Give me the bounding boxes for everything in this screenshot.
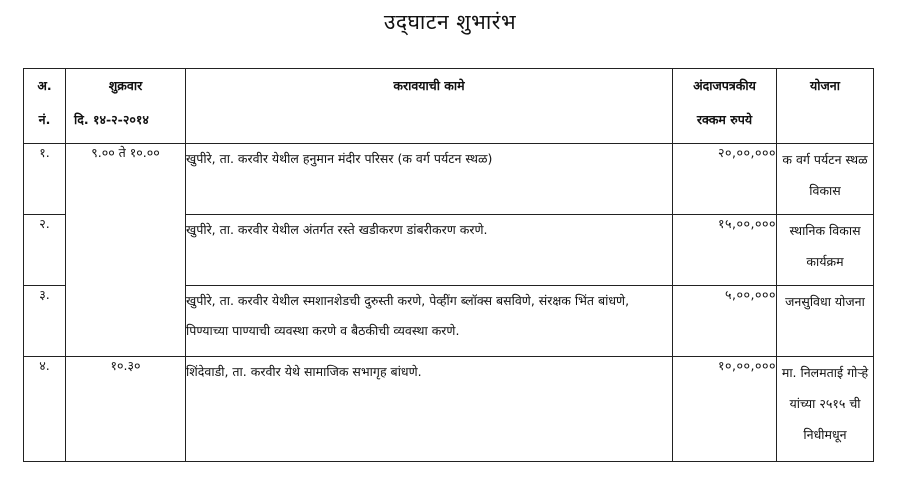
table-row xyxy=(24,144,874,215)
serial-cell: १. xyxy=(24,144,66,215)
header-scheme xyxy=(777,69,874,144)
serial-cell: ३. xyxy=(24,286,66,357)
amount-cell: १५,००,००० xyxy=(673,215,777,286)
header-amount-line2: रक्कम रुपये xyxy=(696,112,753,127)
scheme-cell: स्थानिक विकास कार्यक्रम xyxy=(777,215,874,286)
header-amount-line1: अंदाजपत्रकीय xyxy=(693,78,756,93)
header-serial-number xyxy=(24,69,66,144)
work-description-cell: खुपीरे, ता. करवीर येथील हनुमान मंदीर परिसर (क वर्ग पर्यटन स्थळ) xyxy=(186,144,673,215)
work-description-cell: शिंदेवाडी, ता. करवीर येथे सामाजिक सभागृह बांधणे. xyxy=(186,357,673,462)
header-serial-line2: नं. xyxy=(38,112,51,127)
header-serial-line1: अ. xyxy=(37,78,52,93)
table-header-row xyxy=(24,69,874,144)
table-row xyxy=(24,357,874,462)
works-table xyxy=(23,68,874,462)
page-title: उद्‌घाटन शुभारंभ xyxy=(383,10,517,34)
amount-cell: १०,००,००० xyxy=(673,357,777,462)
scheme-cell: जनसुविधा योजना xyxy=(777,286,874,357)
header-amount xyxy=(673,69,777,144)
serial-cell: ४. xyxy=(24,357,66,462)
scheme-cell: मा. निलमताई गोऱ्हे यांच्या २५१५ ची निधीमधून xyxy=(777,357,874,462)
scheme-cell: क वर्ग पर्यटन स्थळ विकास xyxy=(777,144,874,215)
header-scheme-label: योजना xyxy=(810,78,840,93)
time-slot-cell: ९.०० ते १०.०० xyxy=(66,144,186,357)
work-description-cell: खुपीरे, ता. करवीर येथील अंतर्गत रस्ते खडीकरण डांबरीकरण करणे. xyxy=(186,215,673,286)
work-description-cell: खुपीरे, ता. करवीर येथील स्मशानशेडची दुरुस्ती करणे, पेव्हींग ब्लॉक्स बसविणे, संरक्षक भिंत बांधणे, पिण्याच्या पाण्याची व्यवस्था करणे व बैठकीची व्यवस्था करणे. xyxy=(186,286,673,357)
amount-cell: २०,००,००० xyxy=(673,144,777,215)
amount-cell: ५,००,००० xyxy=(673,286,777,357)
header-day-date xyxy=(66,69,186,144)
header-works xyxy=(186,69,673,144)
serial-cell: २. xyxy=(24,215,66,286)
time-slot-cell: १०.३० xyxy=(66,357,186,462)
header-works-label: करावयाची कामे xyxy=(393,78,465,93)
header-day-line2: दि. १४-२-२०१४ xyxy=(74,112,149,127)
header-day-line1: शुक्रवार xyxy=(108,78,143,93)
